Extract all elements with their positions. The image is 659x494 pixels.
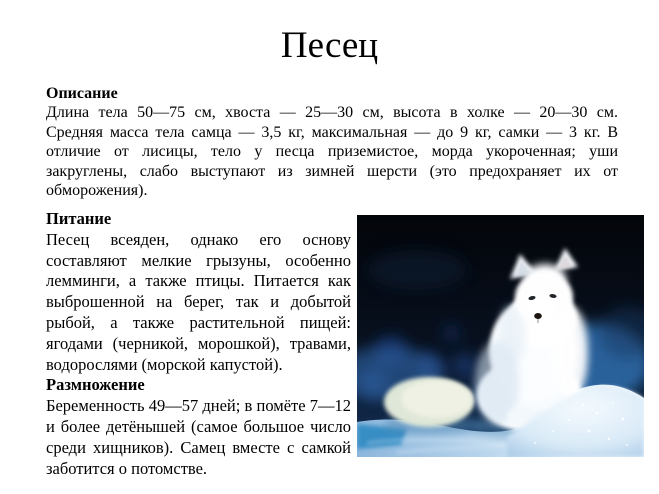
description-section <box>46 84 618 200</box>
feeding-heading: Питание <box>46 209 112 228</box>
text-line: лемминги, а также птицы. Питается как <box>46 271 351 291</box>
reproduction-heading: Размножение <box>46 375 145 395</box>
text-line: заботится о потомстве. <box>46 458 208 478</box>
text-line: Длина тела 50—75 см, хвоста — 25—30 см, высота в холке — 20—30 см. <box>46 104 618 122</box>
text-line: среди хищников). Самец вместе с самкой <box>46 437 351 457</box>
left-column <box>46 209 351 479</box>
text-line: закруглены, слабо выступают из зимней шерсти (это предохраняет их от <box>46 162 618 180</box>
arctic-fox-photo <box>357 215 644 457</box>
text-line: водорослями (морской капустой). <box>46 354 283 374</box>
text-line: выброшенной на берег, так и добытой <box>46 292 351 312</box>
reproduction-body <box>46 396 351 479</box>
text-line: рыбой, а также растительной пищей: <box>46 312 351 332</box>
arctic-fox-illustration <box>357 215 644 457</box>
feeding-body <box>46 230 351 376</box>
description-body <box>46 103 618 200</box>
text-line: ягодами (черникой, морошкой), травами, <box>46 333 351 353</box>
text-line: отличие от лисицы, тело у песца приземистое, морда укороченная; уши <box>46 143 618 161</box>
text-line: Песец всеяден, однако его основу <box>46 229 351 249</box>
slide-title: Песец <box>280 25 379 66</box>
text-line: и более детёнышей (самое большое число <box>46 416 351 436</box>
description-heading: Описание <box>46 85 118 102</box>
text-line: Беременность 49—57 дней; в помёте 7—12 <box>46 396 351 416</box>
text-line: Средняя масса тела самца — 3,5 кг, максимальная — до 9 кг, самки — 3 кг. В <box>46 123 618 141</box>
text-line: составляют мелкие грызуны, особенно <box>46 250 351 270</box>
text-line: обморожения). <box>46 182 148 200</box>
